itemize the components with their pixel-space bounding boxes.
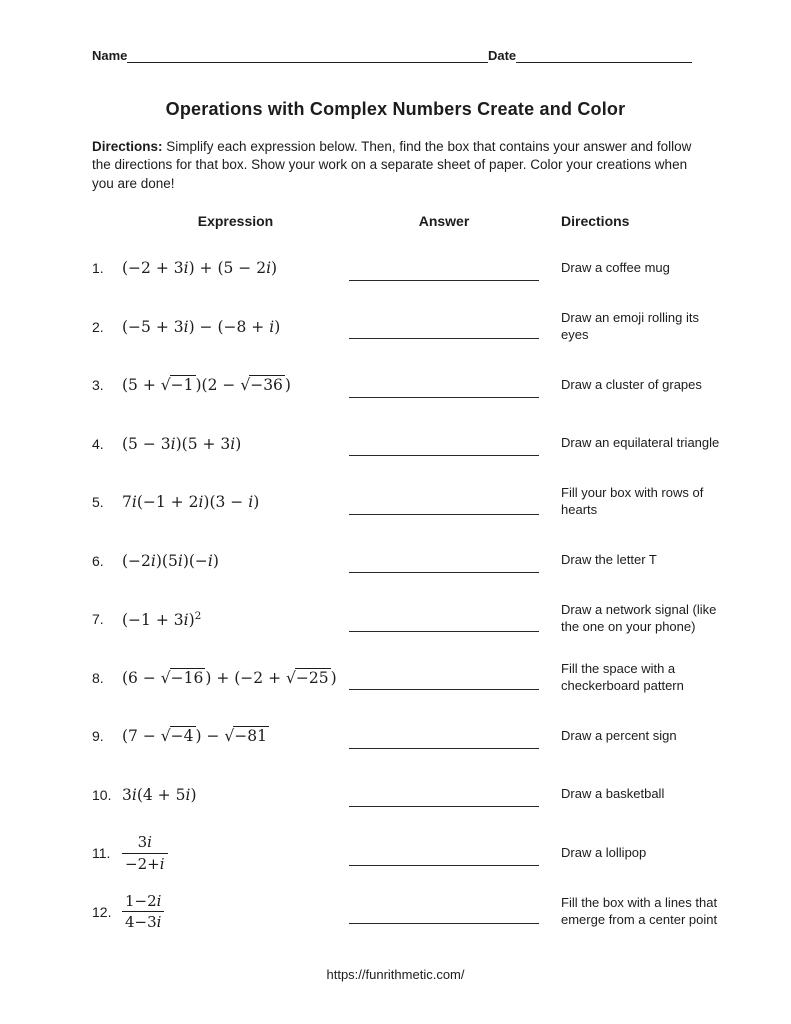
name-blank-line: [127, 48, 488, 63]
problem-expression: $(-1 + 3i)^2$: [122, 609, 202, 629]
square-root: √−1: [160, 376, 194, 395]
problem-number: 9.: [92, 728, 104, 745]
problem-row: [92, 356, 729, 415]
problem-row: [92, 590, 729, 649]
problem-row: [92, 766, 729, 825]
problem-directions: Fill the space with a checkerboard pattern: [561, 660, 684, 693]
problem-number: 7.: [92, 611, 104, 628]
problem-row: [92, 532, 729, 591]
problem-expression: (−5 + 3i) − (−8 + i): [122, 317, 281, 336]
answer-blank: [349, 572, 539, 573]
problem-directions: Draw an emoji rolling its eyes: [561, 309, 699, 342]
problem-directions: Draw a lollipop: [561, 844, 647, 860]
problem-directions: Draw the letter T: [561, 552, 657, 568]
problem-number: 10.: [92, 786, 112, 803]
problem-number: 2.: [92, 318, 104, 335]
answer-cell: [349, 607, 539, 632]
name-date-row: [92, 48, 692, 63]
problem-expression: (6 − √−16 ) + (−2 + √−25 ): [122, 668, 337, 687]
answer-blank: [349, 631, 539, 632]
problem-number: 8.: [92, 669, 104, 686]
answer-cell: [349, 256, 539, 281]
answer-blank: [349, 280, 539, 281]
problem-number: 1.: [92, 260, 104, 277]
problem-row: [92, 707, 729, 766]
problem-number: 5.: [92, 494, 104, 511]
square-root: √−36: [240, 376, 283, 395]
problem-row: [92, 473, 729, 532]
problem-directions: Fill the box with a lines that emerge from a center point: [561, 894, 718, 927]
answer-cell: [349, 431, 539, 456]
answer-blank: [349, 865, 539, 866]
date-label: Date: [487, 48, 517, 63]
problem-number: 3.: [92, 377, 104, 394]
name-label: Name: [92, 48, 128, 63]
square-root: √−25: [286, 668, 329, 687]
answer-blank: [349, 748, 539, 749]
problem-expression: (5 − 3i)(5 + 3i): [122, 434, 242, 453]
problem-expression: (7 − √−4 ) − √−81: [122, 727, 267, 746]
answer-cell: [349, 782, 539, 807]
fraction: $\frac{1-2i}{4-3i}$: [122, 892, 164, 933]
directions-paragraph: [92, 138, 700, 193]
problem-number: 11.: [92, 845, 111, 862]
directions-text: Simplify each expression below. Then, find the box that contains your answer and follow the directions for that box. Show your work on a separate sheet of paper. Color your creations when you are done!: [92, 139, 692, 191]
problem-expression: [122, 892, 349, 933]
answer-column-header: Answer: [418, 213, 470, 230]
square-root: √−4: [160, 727, 194, 746]
answer-blank: [349, 806, 539, 807]
problem-row: [92, 415, 729, 474]
problem-expression: [122, 833, 349, 874]
problem-number: 12.: [92, 903, 112, 920]
page-title: Operations with Complex Numbers Create and Color: [165, 99, 626, 119]
directions-label: Directions:: [92, 139, 163, 154]
answer-blank: [349, 338, 539, 339]
problem-row: [92, 298, 729, 357]
answer-cell: [349, 314, 539, 339]
date-blank-line: [516, 48, 692, 63]
problem-expression: (−2i)(5i)(−i): [122, 551, 219, 570]
answer-blank: [349, 397, 539, 398]
problem-expression: 3i(4 + 5i): [122, 785, 197, 804]
answer-cell: [349, 724, 539, 749]
problem-expression: (5 + √−1 )(2 − √−36 ): [122, 376, 291, 395]
problem-directions: Draw a network signal (like the one on your phone): [561, 602, 717, 635]
problem-directions: Draw a basketball: [561, 786, 665, 802]
problem-number: 6.: [92, 552, 104, 569]
problems-list: [92, 239, 729, 941]
problem-row: [92, 824, 729, 883]
problem-directions: Draw a percent sign: [561, 727, 677, 743]
directions-column-header: Directions: [561, 213, 630, 230]
problem-expression: (−2 + 3i) + (5 − 2i): [122, 259, 278, 278]
answer-blank: [349, 514, 539, 515]
answer-cell: [349, 373, 539, 398]
square-root: √−16: [160, 668, 204, 687]
problem-directions: Draw a cluster of grapes: [561, 376, 702, 392]
answer-cell: [349, 548, 539, 573]
fraction: $\frac{3i}{-2+i}$: [122, 833, 168, 874]
answer-cell: [349, 899, 539, 924]
answer-blank: [349, 689, 539, 690]
expression-column-header: Expression: [197, 213, 274, 230]
answer-cell: [349, 490, 539, 515]
problem-row: [92, 649, 729, 708]
problem-directions: Draw a coffee mug: [561, 259, 670, 275]
answer-cell: [349, 841, 539, 866]
answer-blank: [349, 455, 539, 456]
problem-directions: Draw an equilateral triangle: [561, 435, 720, 451]
column-headers: [92, 213, 729, 229]
answer-blank: [349, 923, 539, 924]
problem-expression: 7i(−1 + 2i)(3 − i): [122, 493, 260, 512]
square-root: √−81: [224, 727, 267, 746]
answer-cell: [349, 665, 539, 690]
problem-row: [92, 883, 729, 942]
footer-url: https://funrithmetic.com/: [326, 967, 465, 982]
problem-row: [92, 239, 729, 298]
problem-number: 4.: [92, 435, 104, 452]
problem-directions: Fill your box with rows of hearts: [561, 485, 704, 518]
